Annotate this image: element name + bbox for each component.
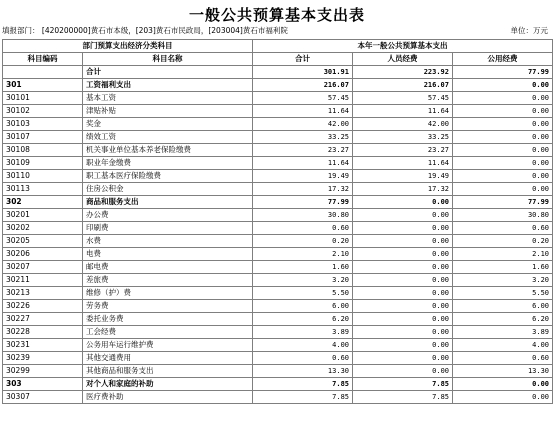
row-total-cell: 7.85 (253, 391, 353, 404)
department-label: 填报部门： (2, 26, 40, 35)
row-public-cell: 0.00 (453, 183, 553, 196)
table-row (3, 66, 553, 79)
row-name-cell: 机关事业单位基本养老保险缴费 (83, 144, 253, 157)
table-row (3, 261, 553, 274)
row-name-cell: 电费 (83, 248, 253, 261)
row-name-cell: 劳务费 (83, 300, 253, 313)
row-name-cell: 其他商品和服务支出 (83, 365, 253, 378)
row-public-cell: 13.30 (453, 365, 553, 378)
row-total-cell: 0.60 (253, 222, 353, 235)
column-header-public: 公用经费 (453, 53, 553, 66)
row-code-cell: 30201 (3, 209, 83, 222)
row-code-cell: 30239 (3, 352, 83, 365)
row-personnel-cell: 0.00 (353, 196, 453, 209)
row-personnel-cell: 0.00 (353, 222, 453, 235)
row-public-cell: 6.20 (453, 313, 553, 326)
table-row (3, 170, 553, 183)
row-personnel-cell: 11.64 (353, 105, 453, 118)
row-total-cell: 6.00 (253, 300, 353, 313)
row-total-cell: 77.99 (253, 196, 353, 209)
row-total-cell: 0.60 (253, 352, 353, 365)
row-code-cell: 30113 (3, 183, 83, 196)
row-name-cell: 职工基本医疗保险缴费 (83, 170, 253, 183)
row-code-cell: 30307 (3, 391, 83, 404)
row-total-cell: 17.32 (253, 183, 353, 196)
table-row (3, 131, 553, 144)
row-code-cell: 30107 (3, 131, 83, 144)
row-personnel-cell: 0.00 (353, 287, 453, 300)
row-name-cell: 对个人和家庭的补助 (83, 378, 253, 391)
table-row (3, 248, 553, 261)
row-personnel-cell: 23.27 (353, 144, 453, 157)
row-public-cell: 6.00 (453, 300, 553, 313)
department-value: [420200000]黄石市本级，[203]黄石市民政局，[203004]黄石市福利院 (41, 26, 288, 35)
table-row (3, 235, 553, 248)
table-row (3, 391, 553, 404)
header-group-classification: 部门预算支出经济分类科目 (3, 40, 253, 53)
row-total-cell: 11.64 (253, 105, 353, 118)
row-code-cell: 30109 (3, 157, 83, 170)
row-public-cell: 0.60 (453, 352, 553, 365)
row-name-cell: 工会经费 (83, 326, 253, 339)
row-total-cell: 11.64 (253, 157, 353, 170)
row-code-cell (3, 66, 83, 79)
row-name-cell: 住房公积金 (83, 183, 253, 196)
row-personnel-cell: 0.00 (353, 274, 453, 287)
currency-unit: 单位：万元 (510, 26, 548, 35)
row-total-cell: 4.00 (253, 339, 353, 352)
row-code-cell: 303 (3, 378, 83, 391)
row-personnel-cell: 0.00 (353, 326, 453, 339)
row-public-cell: 0.00 (453, 105, 553, 118)
row-personnel-cell: 0.00 (353, 235, 453, 248)
table-row (3, 378, 553, 391)
table-row (3, 352, 553, 365)
row-personnel-cell: 0.00 (353, 365, 453, 378)
row-total-cell: 216.07 (253, 79, 353, 92)
table-row (3, 326, 553, 339)
row-total-cell: 23.27 (253, 144, 353, 157)
row-total-cell: 6.20 (253, 313, 353, 326)
row-code-cell: 30207 (3, 261, 83, 274)
row-total-cell: 1.60 (253, 261, 353, 274)
row-public-cell: 0.20 (453, 235, 553, 248)
row-name-cell: 办公费 (83, 209, 253, 222)
row-total-cell: 3.89 (253, 326, 353, 339)
row-code-cell: 30110 (3, 170, 83, 183)
column-header-name: 科目名称 (83, 53, 253, 66)
row-public-cell: 2.10 (453, 248, 553, 261)
row-personnel-cell: 42.00 (353, 118, 453, 131)
row-public-cell: 3.89 (453, 326, 553, 339)
row-personnel-cell: 0.00 (353, 313, 453, 326)
report-title: 一般公共预算基本支出表 (188, 6, 365, 24)
row-public-cell: 0.00 (453, 391, 553, 404)
row-total-cell: 33.25 (253, 131, 353, 144)
row-name-cell: 工资福利支出 (83, 79, 253, 92)
row-name-cell: 基本工资 (83, 92, 253, 105)
row-personnel-cell: 0.00 (353, 209, 453, 222)
report-meta (2, 25, 552, 37)
row-personnel-cell: 0.00 (353, 261, 453, 274)
row-total-cell: 5.50 (253, 287, 353, 300)
row-public-cell: 77.99 (453, 196, 553, 209)
table-row (3, 183, 553, 196)
table-row (3, 105, 553, 118)
row-public-cell: 3.20 (453, 274, 553, 287)
table-body (3, 66, 553, 404)
row-code-cell: 30205 (3, 235, 83, 248)
row-public-cell: 30.80 (453, 209, 553, 222)
row-code-cell: 30108 (3, 144, 83, 157)
row-name-cell: 公务用车运行维护费 (83, 339, 253, 352)
row-personnel-cell: 0.00 (353, 352, 453, 365)
row-name-cell: 绩效工资 (83, 131, 253, 144)
table-row (3, 92, 553, 105)
row-code-cell: 30211 (3, 274, 83, 287)
row-name-cell: 维修（护）费 (83, 287, 253, 300)
row-personnel-cell: 33.25 (353, 131, 453, 144)
row-code-cell: 30101 (3, 92, 83, 105)
row-total-cell: 57.45 (253, 92, 353, 105)
row-name-cell: 职业年金缴费 (83, 157, 253, 170)
row-total-cell: 30.80 (253, 209, 353, 222)
row-name-cell: 其他交通费用 (83, 352, 253, 365)
table-row (3, 287, 553, 300)
row-code-cell: 30213 (3, 287, 83, 300)
row-code-cell: 30103 (3, 118, 83, 131)
header-column-row (3, 53, 553, 66)
row-name-cell: 医疗费补助 (83, 391, 253, 404)
row-code-cell: 30228 (3, 326, 83, 339)
row-total-cell: 13.30 (253, 365, 353, 378)
row-public-cell: 0.00 (453, 157, 553, 170)
row-personnel-cell: 0.00 (353, 300, 453, 313)
row-public-cell: 0.00 (453, 144, 553, 157)
row-name-cell: 委托业务费 (83, 313, 253, 326)
row-name-cell: 合计 (83, 66, 253, 79)
row-public-cell: 0.00 (453, 92, 553, 105)
row-name-cell: 水费 (83, 235, 253, 248)
row-name-cell: 商品和服务支出 (83, 196, 253, 209)
column-header-code: 科目编码 (3, 53, 83, 66)
row-total-cell: 7.85 (253, 378, 353, 391)
column-header-personnel: 人员经费 (353, 53, 453, 66)
row-name-cell: 邮电费 (83, 261, 253, 274)
table-row (3, 300, 553, 313)
table-row (3, 144, 553, 157)
row-total-cell: 301.91 (253, 66, 353, 79)
row-personnel-cell: 19.49 (353, 170, 453, 183)
row-code-cell: 301 (3, 79, 83, 92)
row-code-cell: 30202 (3, 222, 83, 235)
row-total-cell: 2.10 (253, 248, 353, 261)
header-group-row (3, 40, 553, 53)
row-code-cell: 30231 (3, 339, 83, 352)
table-row (3, 365, 553, 378)
row-code-cell: 30227 (3, 313, 83, 326)
table-row (3, 157, 553, 170)
row-personnel-cell: 11.64 (353, 157, 453, 170)
column-header-total: 合计 (253, 53, 353, 66)
row-personnel-cell: 57.45 (353, 92, 453, 105)
row-personnel-cell: 216.07 (353, 79, 453, 92)
table-row (3, 196, 553, 209)
row-personnel-cell: 7.85 (353, 378, 453, 391)
row-name-cell: 津贴补贴 (83, 105, 253, 118)
row-public-cell: 0.60 (453, 222, 553, 235)
row-name-cell: 差旅费 (83, 274, 253, 287)
row-total-cell: 3.20 (253, 274, 353, 287)
row-public-cell: 5.50 (453, 287, 553, 300)
row-personnel-cell: 7.85 (353, 391, 453, 404)
row-code-cell: 302 (3, 196, 83, 209)
table-row (3, 222, 553, 235)
row-total-cell: 0.20 (253, 235, 353, 248)
table-row (3, 313, 553, 326)
row-public-cell: 77.99 (453, 66, 553, 79)
table-row (3, 79, 553, 92)
row-public-cell: 1.60 (453, 261, 553, 274)
row-personnel-cell: 0.00 (353, 248, 453, 261)
row-personnel-cell: 17.32 (353, 183, 453, 196)
row-personnel-cell: 0.00 (353, 339, 453, 352)
table-row (3, 339, 553, 352)
row-public-cell: 0.00 (453, 378, 553, 391)
table-row (3, 209, 553, 222)
row-code-cell: 30206 (3, 248, 83, 261)
row-public-cell: 4.00 (453, 339, 553, 352)
row-public-cell: 0.00 (453, 79, 553, 92)
row-name-cell: 印刷费 (83, 222, 253, 235)
row-public-cell: 0.00 (453, 131, 553, 144)
row-code-cell: 30226 (3, 300, 83, 313)
row-total-cell: 42.00 (253, 118, 353, 131)
row-public-cell: 0.00 (453, 118, 553, 131)
row-personnel-cell: 223.92 (353, 66, 453, 79)
row-total-cell: 19.49 (253, 170, 353, 183)
row-code-cell: 30299 (3, 365, 83, 378)
table-row (3, 274, 553, 287)
budget-table (2, 39, 553, 404)
row-name-cell: 奖金 (83, 118, 253, 131)
row-code-cell: 30102 (3, 105, 83, 118)
row-public-cell: 0.00 (453, 170, 553, 183)
table-row (3, 118, 553, 131)
header-group-expenditure: 本年一般公共预算基本支出 (253, 40, 553, 53)
